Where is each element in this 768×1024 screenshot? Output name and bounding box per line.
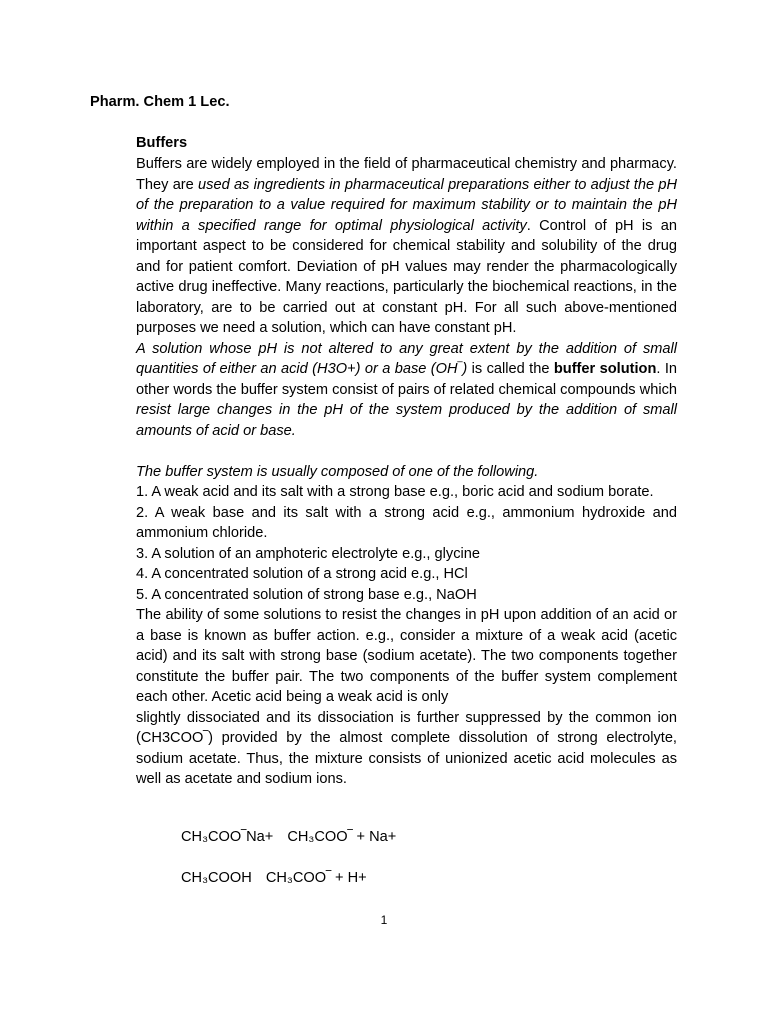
intro-text-2: . Control of pH is an important aspect to be considered for chemical stability and solubility of the drug and for patient comfort. Deviation of pH values may render the pharmacologically active drug ineffective. Many reactions, particularly the biochemical reactions, in the laboratory, are to be carried out at constant pH. For all such above-mentioned purposes we need a solution, which can have constant pH. <box>136 217 677 336</box>
definition-emphasis: A solution whose pH is not altered to any great extent by the addition of small quantities of either an acid (H3O+) or a base (OH‾) <box>136 340 677 377</box>
list-intro-text: The buffer system is usually composed of one of the following. <box>136 463 539 480</box>
definition-text-1: is called the <box>467 361 554 377</box>
document-body <box>136 132 677 790</box>
definition-text-2: . In other words the buffer system consist of pairs of related chemical compounds which <box>136 361 677 398</box>
intro-text-1: Buffers are widely employed in the field of pharmaceutical chemistry and pharmacy. They are <box>136 156 677 193</box>
equation-products: CH₃COO‾ + Na+ <box>287 829 397 845</box>
definition-paragraph <box>136 339 677 442</box>
buffer-action-paragraph: The ability of some solutions to resist the changes in pH upon addition of an acid or a base is known as buffer action. e.g., consider a mixture of a weak acid (acetic acid) and its salt with strong base (sodium acetate). The two components together constitute the buffer pair. The two components of the buffer system complement each other. Acetic acid being a weak acid is only <box>136 607 677 705</box>
equation-reactant: CH₃COOH <box>181 870 252 886</box>
definition-emphasis-2: resist large changes in the pH of the system produced by the addition of small amounts of acid or base. <box>136 402 677 439</box>
page-number: 1 <box>380 913 388 927</box>
list-intro <box>136 462 677 483</box>
equations <box>181 827 396 888</box>
list-item: 1. A weak acid and its salt with a strong base e.g., boric acid and sodium borate. <box>136 484 654 500</box>
equation-products: CH₃COO‾ + H+ <box>265 870 367 886</box>
equation-acetic-acid <box>181 868 396 888</box>
list-item: 2. A weak base and its salt with a strong acid e.g., ammonium hydroxide and ammonium chloride. <box>136 504 677 541</box>
intro-emphasis: used as ingredients in pharmaceutical preparations either to adjust the pH of the preparation to a value required for maximum stability or to maintain the pH within a specified range for optimal physiological activity <box>136 176 677 234</box>
section-title: Buffers <box>136 135 188 151</box>
equation-reactant: CH₃COO‾Na+ <box>181 829 274 845</box>
list-item: 4. A concentrated solution of a strong acid e.g., HCl <box>136 566 468 582</box>
equation-sodium-acetate <box>181 827 396 847</box>
buffer-solution-term: buffer solution <box>553 361 657 377</box>
intro-paragraph <box>136 154 677 339</box>
dissociation-paragraph: slightly dissociated and its dissociation is further suppressed by the common ion (CH3COO‾) provided by the almost complete dissolution of strong electrolyte, sodium acetate. Thus, the mixture consists of unionized acetic acid molecules as well as acetate and sodium ions. <box>136 709 677 787</box>
list-item: 3. A solution of an amphoteric electrolyte e.g., glycine <box>136 545 480 562</box>
course-header: Pharm. Chem 1 Lec. <box>90 94 230 110</box>
list-item: 5. A concentrated solution of strong base e.g., NaOH <box>136 586 477 603</box>
